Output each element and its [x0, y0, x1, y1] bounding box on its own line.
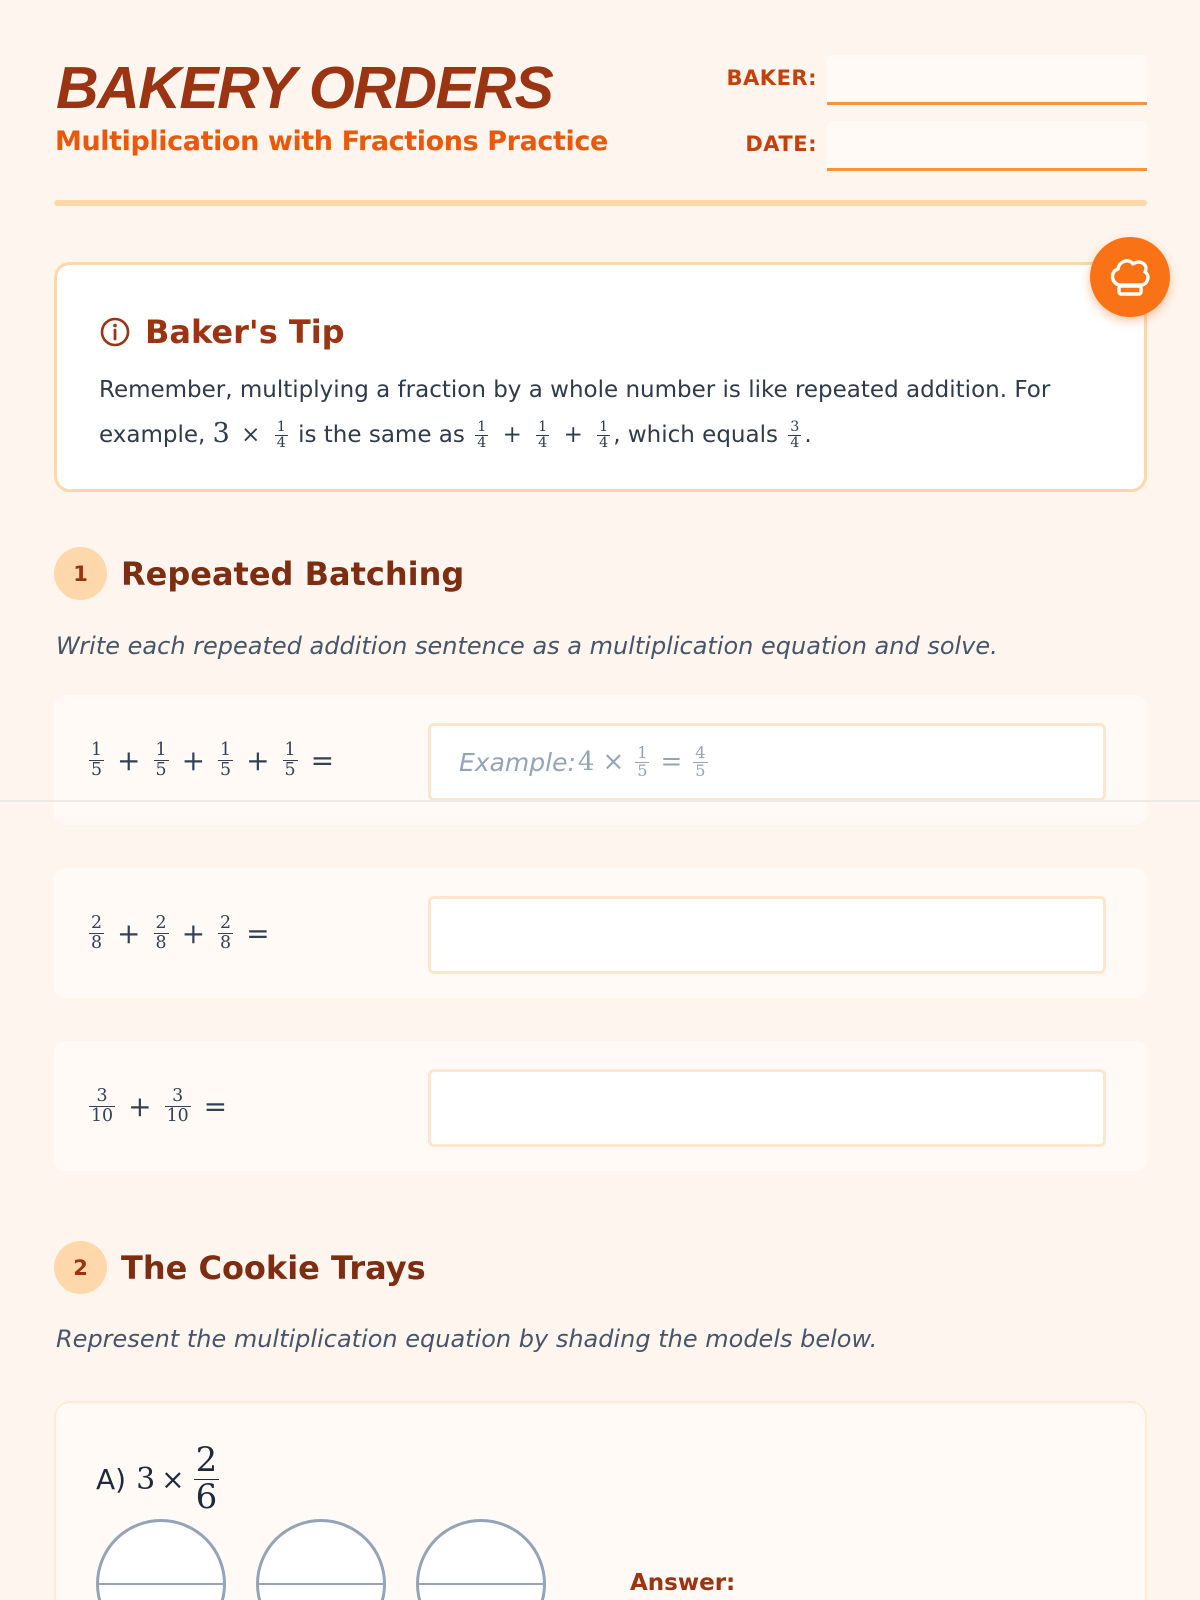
problem-1-answer-input[interactable] — [428, 723, 1106, 801]
problem-2-answer-input[interactable] — [428, 896, 1106, 974]
problem-3-equation: $\frac{3}{10}$ + $\frac{3}{10}$ = — [91, 1086, 228, 1126]
tip-text — [99, 369, 1099, 457]
chef-hat-badge — [1090, 237, 1170, 317]
example-placeholder: Example: 4 × $\frac{1}{5}$ = $\frac{4}{5}$ — [459, 742, 706, 780]
answer-label: Answer: — [630, 1570, 736, 1596]
cookie-model[interactable] — [96, 1519, 226, 1600]
problem-row-1 — [54, 695, 1147, 825]
problem-3-answer-input[interactable] — [428, 1069, 1106, 1147]
page-fold-line — [0, 800, 1200, 802]
section-2-title: The Cookie Trays — [121, 1248, 426, 1287]
bakers-tip-card — [54, 262, 1147, 492]
problem-2-equation: $\frac{2}{8}$ + $\frac{2}{8}$ + $\frac{2}{8}$ = — [91, 913, 270, 953]
section-1-header — [54, 547, 464, 600]
baker-field[interactable] — [827, 55, 1147, 105]
problem-a-label: A) 3 × $\frac{2}{6}$ — [96, 1440, 218, 1517]
baker-label: BAKER: — [726, 66, 817, 90]
section-1-title: Repeated Batching — [121, 554, 465, 593]
section-1-instruction: Write each repeated addition sentence as a multiplication equation and solve. — [56, 632, 998, 660]
problem-1-equation: $\frac{1}{5}$ + $\frac{1}{5}$ + $\frac{1}{5}$ + $\frac{1}{5}$ = — [91, 740, 335, 780]
cookie-model[interactable] — [256, 1519, 386, 1600]
tip-line-1: Remember, multiplying a fraction by a whole number is like repeated addition. For — [99, 377, 1051, 403]
tip-title: Baker's Tip — [145, 313, 345, 351]
date-field[interactable] — [827, 121, 1147, 171]
cookie-tray-card-a — [54, 1401, 1147, 1600]
chef-hat-icon — [1107, 255, 1153, 299]
cookie-model[interactable] — [416, 1519, 546, 1600]
section-2-header — [54, 1241, 426, 1294]
date-label: DATE: — [745, 132, 817, 156]
header-divider — [54, 200, 1147, 206]
tip-line-2: example, 3 × $\frac{1}{4}$ is the same as $\frac{1}{4}$ + $\frac{1}{4}$ + $\frac{1}{4}$ , which equals $\frac{3}{4}$ . — [99, 418, 812, 451]
problem-row-2 — [54, 868, 1147, 998]
section-2-number: 2 — [54, 1241, 107, 1294]
problem-row-3 — [54, 1041, 1147, 1171]
info-icon — [99, 316, 131, 348]
page-subtitle: Multiplication with Fractions Practice — [55, 126, 608, 157]
page-title: BAKERY ORDERS — [56, 55, 553, 121]
section-1-number: 1 — [54, 547, 107, 600]
section-2-instruction: Represent the multiplication equation by shading the models below. — [56, 1325, 878, 1353]
